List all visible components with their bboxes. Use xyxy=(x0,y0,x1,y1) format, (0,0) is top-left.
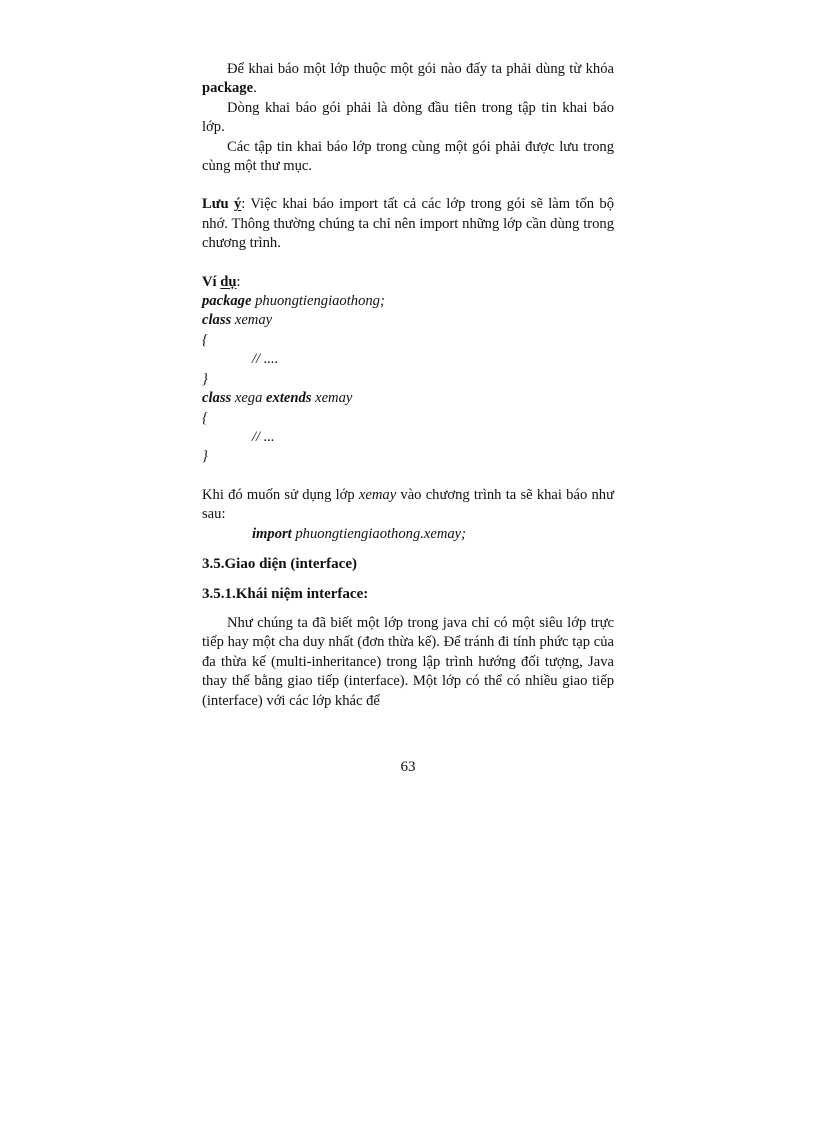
code-line: class xega extends xemay xyxy=(202,390,353,407)
paragraph-interface-intro: Như chúng ta đã biết một lớp trong java chỉ có một siêu lớp trực tiếp hay một cha duy nhất (đơn thừa kế). Để tránh đi tính phức tạp của đa thừa kế (multi-inheritance) trong lập trình hướng đối tượng, Java thay thế bằng giao tiếp (interface). Một lớp có thể có nhiều giao tiếp (interface) với các lớp khác để xyxy=(202,614,614,709)
usage-paragraph: Khi đó muốn sử dụng lớp xemay vào chương trình ta sẽ khai báo như sau: xyxy=(202,486,614,523)
text: Để khai báo một lớp thuộc một gói nào đấy ta phải dùng từ khóa xyxy=(227,61,614,77)
code-line: // ... xyxy=(252,428,275,445)
spacer xyxy=(202,574,614,584)
spacer xyxy=(202,544,614,554)
code-line: package phuongtiengiaothong; xyxy=(202,293,385,310)
code-line: } xyxy=(202,448,208,465)
example-code-block xyxy=(202,273,614,467)
code-line: class xemay xyxy=(202,312,273,329)
note-label: Lưu ý xyxy=(202,196,242,213)
code-line: // .... xyxy=(252,351,279,368)
subsection-heading: 3.5.1.Khái niệm interface: xyxy=(202,585,369,602)
paragraph-same-folder: Các tập tin khai báo lớp trong cùng một gói phải được lưu trong cùng một thư mục. xyxy=(202,138,614,175)
spacer xyxy=(202,176,614,195)
spacer xyxy=(202,604,614,614)
code-line: } xyxy=(202,370,208,387)
code-line: { xyxy=(202,331,208,348)
paragraph-package-declaration xyxy=(202,60,614,99)
spacer xyxy=(202,467,614,486)
import-line: import phuongtiengiaothong.xemay; xyxy=(252,525,467,542)
page-body xyxy=(202,60,614,711)
page-number: 63 xyxy=(400,759,416,775)
paragraph-first-line: Dòng khai báo gói phải là dòng đầu tiên trong tập tin khai báo lớp. xyxy=(202,99,614,136)
code-line: { xyxy=(202,409,208,426)
text: . xyxy=(253,80,257,97)
section-heading: 3.5.Giao diện (interface) xyxy=(202,555,357,572)
keyword-package: package xyxy=(202,80,254,97)
note-paragraph: Lưu ý: Việc khai báo import tất cả các lớp trong gói sẽ làm tốn bộ nhớ. Thông thường chúng ta chỉ nên import những lớp cần dùng trong chương trình. xyxy=(202,196,614,252)
spacer xyxy=(202,254,614,273)
example-label: Ví dụ: xyxy=(202,273,241,290)
